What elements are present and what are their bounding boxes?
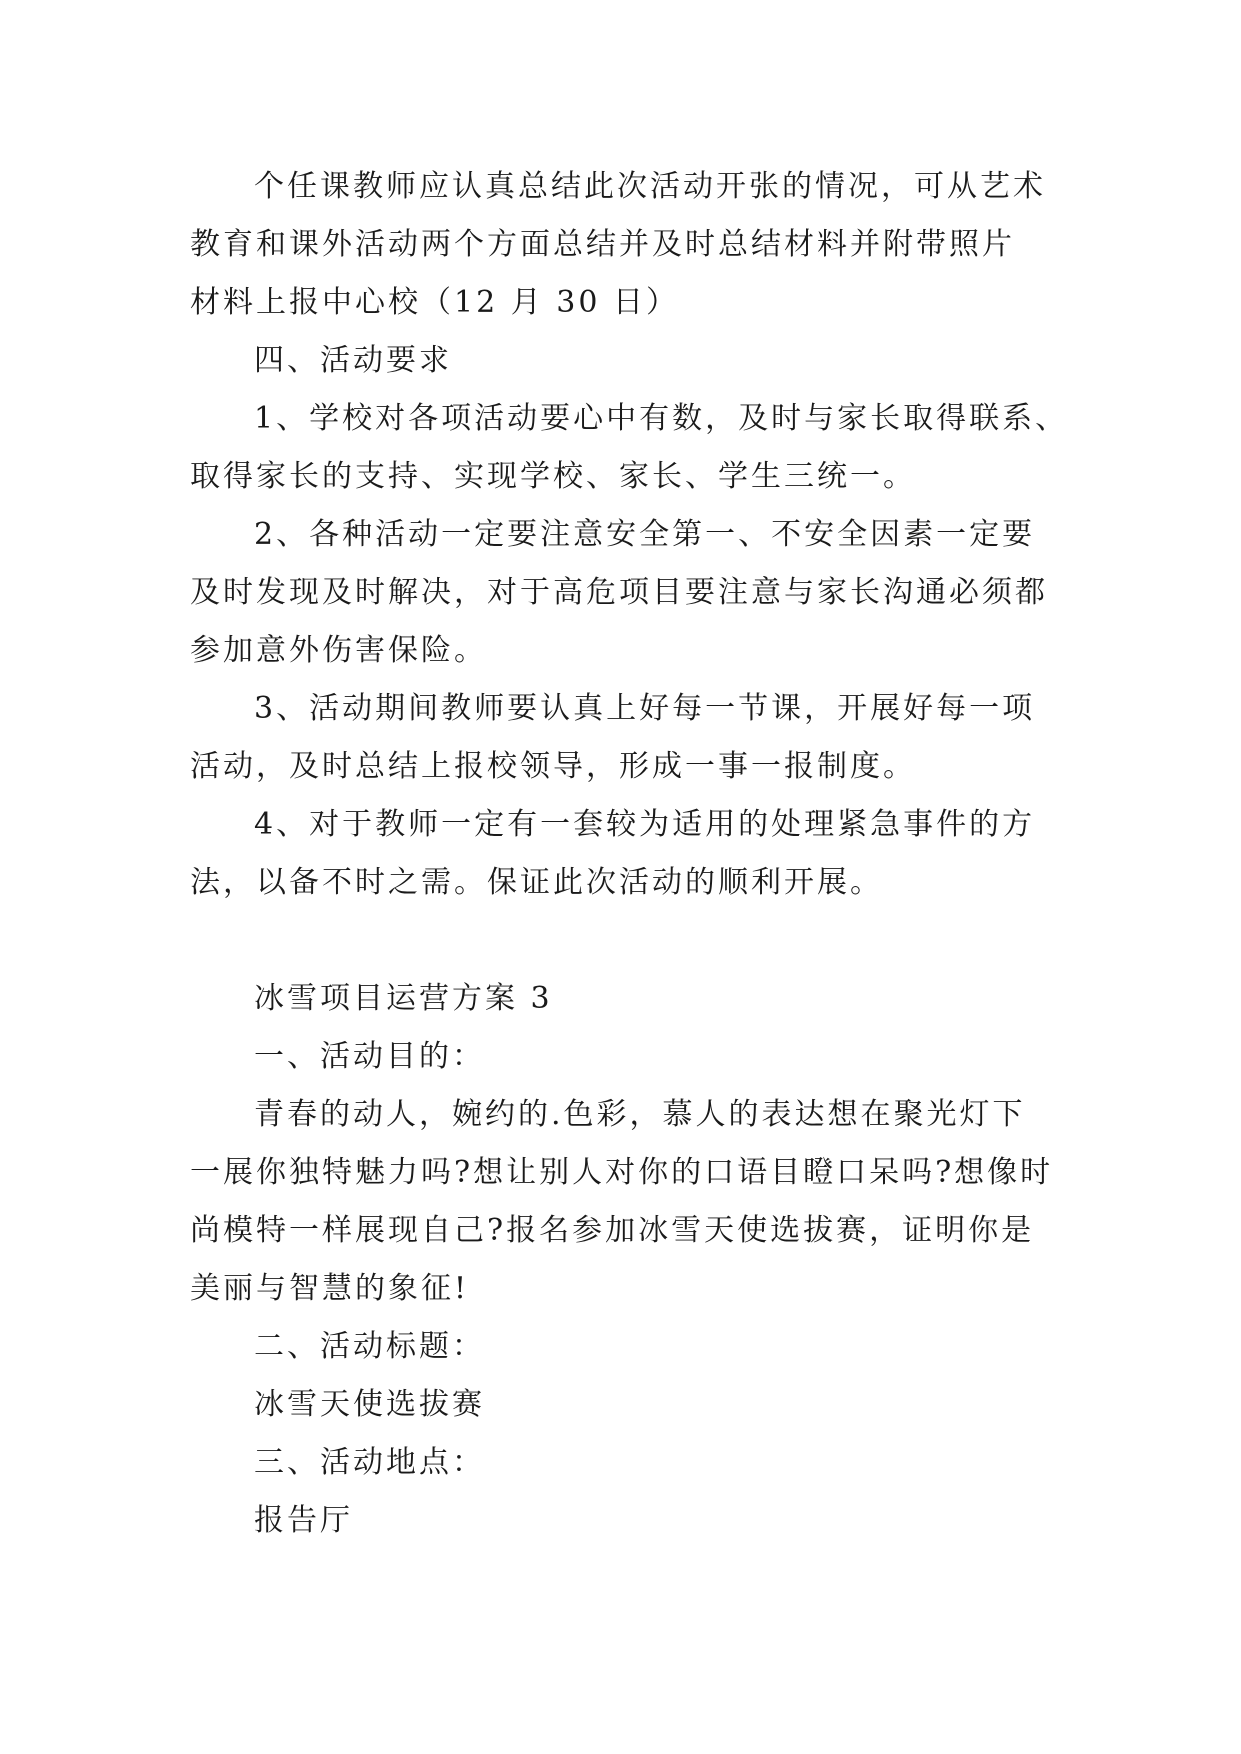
- paragraph-line: 活动，及时总结上报校领导，形成一事一报制度。: [190, 749, 916, 784]
- paragraph-line: 材料上报中心校（12 月 30 日）: [190, 285, 679, 320]
- paragraph-line: 及时发现及时解决，对于高危项目要注意与家长沟通必须都: [190, 575, 1048, 610]
- paragraph-line: 青春的动人，婉约的.色彩，慕人的表达想在聚光灯下: [254, 1097, 1026, 1132]
- paragraph-line: 报告厅: [254, 1503, 353, 1538]
- paragraph-line: 1、学校对各项活动要心中有数，及时与家长取得联系、: [254, 401, 1069, 436]
- document-title: 冰雪项目运营方案 3: [254, 981, 553, 1016]
- paragraph-line: 参加意外伤害保险。: [190, 633, 487, 668]
- paragraph-line: 尚模特一样展现自己?报名参加冰雪天使选拔赛，证明你是: [190, 1213, 1035, 1248]
- section-heading: 一、活动目的：: [254, 1039, 485, 1074]
- paragraph-line: 冰雪天使选拔赛: [254, 1387, 485, 1422]
- paragraph-line: 美丽与智慧的象征!: [190, 1271, 470, 1306]
- paragraph-line: 法，以备不时之需。保证此次活动的顺利开展。: [190, 865, 883, 900]
- section-heading: 二、活动标题：: [254, 1329, 485, 1364]
- paragraph-line: 取得家长的支持、实现学校、家长、学生三统一。: [190, 459, 916, 494]
- paragraph-line: 2、各种活动一定要注意安全第一、不安全因素一定要: [254, 517, 1036, 552]
- paragraph-line: 4、对于教师一定有一套较为适用的处理紧急事件的方: [254, 807, 1036, 842]
- section-heading: 四、活动要求: [254, 343, 452, 378]
- paragraph-line: 3、活动期间教师要认真上好每一节课，开展好每一项: [254, 691, 1036, 726]
- paragraph-line: 一展你独特魅力吗?想让别人对你的口语目瞪口呆吗?想像时: [190, 1155, 1054, 1190]
- paragraph-line: 个任课教师应认真总结此次活动开张的情况，可从艺术: [254, 169, 1046, 204]
- spacer: [190, 912, 1070, 970]
- section-heading: 三、活动地点：: [254, 1445, 485, 1480]
- document-body: [190, 158, 1070, 1550]
- paragraph-line: 教育和课外活动两个方面总结并及时总结材料并附带照片: [190, 227, 1015, 262]
